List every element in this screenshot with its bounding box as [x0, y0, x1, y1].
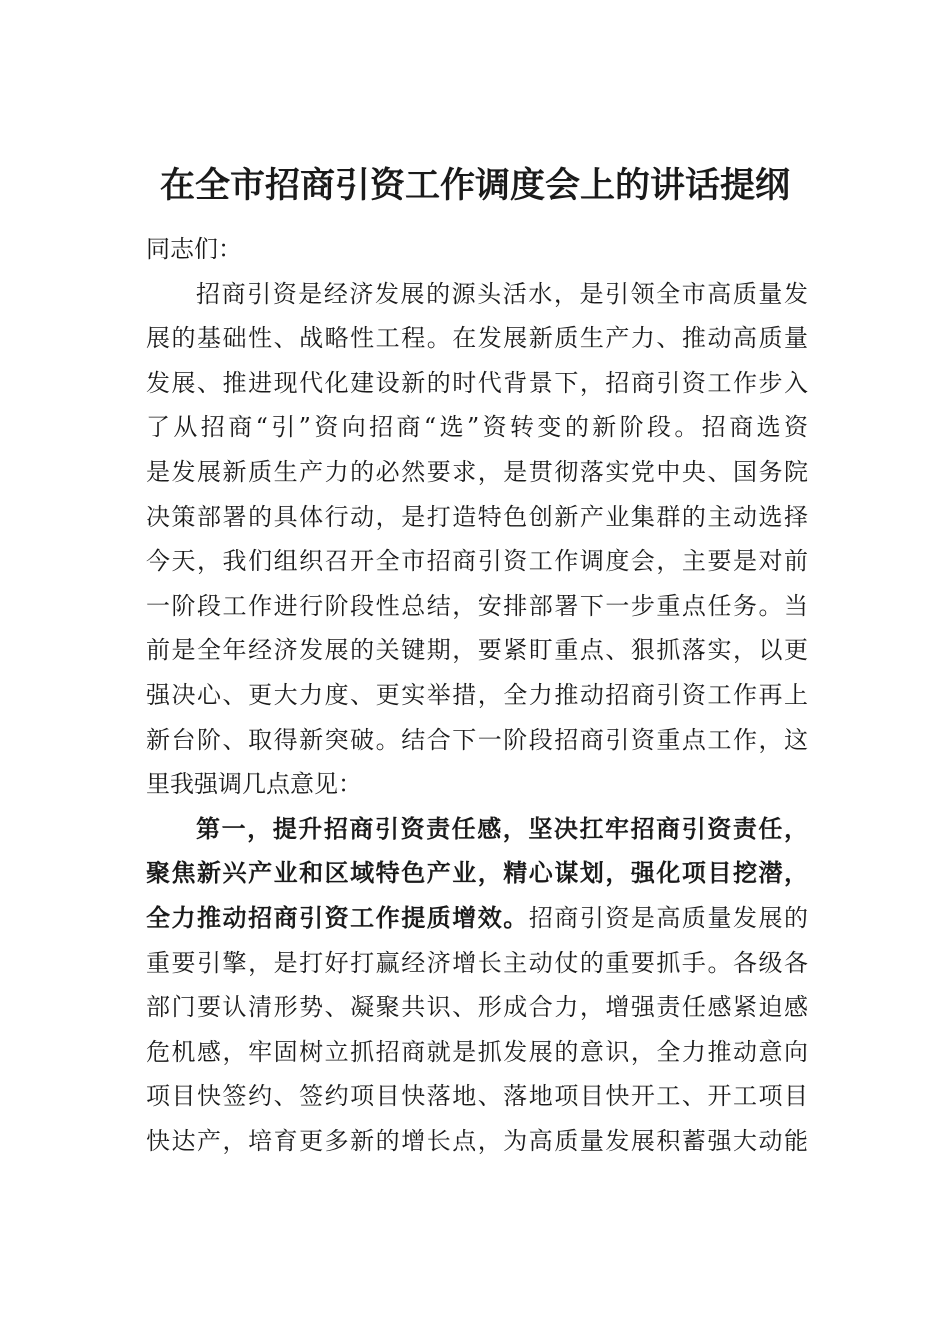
- document-body: [146, 227, 808, 1163]
- paragraph-2-bold-line: 聚焦新兴产业和区域特色产业，精心谋划，强化项目挖潜，: [146, 858, 808, 888]
- paragraph-1-line: 了从招商“引”资向招商“选”资转变的新阶段。招商选资: [146, 413, 808, 442]
- paragraph-1-line: 招商引资是经济发展的源头活水，是引领全市高质量发: [196, 279, 808, 308]
- paragraph-2-bold-line: 第一，提升招商引资责任感，坚决扛牢招商引资责任，: [196, 813, 808, 843]
- paragraph-2-line: 危机感，牢固树立抓招商就是抓发展的意识，全力推动意向: [146, 1037, 808, 1066]
- paragraph-1-line: 前是全年经济发展的关键期，要紧盯重点、狠抓落实，以更: [146, 636, 808, 665]
- paragraph-1-line: 发展、推进现代化建设新的时代背景下，招商引资工作步入: [146, 368, 808, 397]
- paragraph-2-regular-segment: 招商引资是高质量发展的: [528, 903, 809, 932]
- paragraph-1-line: 展的基础性、战略性工程。在发展新质生产力、推动高质量: [146, 324, 808, 353]
- paragraph-1-line: 新台阶、取得新突破。结合下一阶段招商引资重点工作，这: [146, 725, 808, 754]
- paragraph-2-bold-segment: 全力推动招商引资工作提质增效。: [146, 902, 529, 932]
- paragraph-2-line: 重要引擎，是打好打赢经济增长主动仗的重要抓手。各级各: [146, 948, 808, 977]
- paragraph-1-line: 是发展新质生产力的必然要求，是贯彻落实党中央、国务院: [146, 457, 808, 486]
- paragraph-1-line: 决策部署的具体行动，是打造特色创新产业集群的主动选择: [146, 502, 808, 531]
- paragraph-2-line: 部门要认清形势、凝聚共识、形成合力，增强责任感紧迫感: [146, 993, 808, 1022]
- paragraph-2-mixed-line: [146, 896, 808, 941]
- document-title: 在全市招商引资工作调度会上的讲话提纲: [159, 165, 790, 206]
- paragraph-1-line: 强决心、更大力度、更实举措，全力推动招商引资工作再上: [146, 680, 808, 709]
- paragraph-1-line: 今天，我们组织召开全市招商引资工作调度会，主要是对前: [146, 547, 808, 576]
- paragraph-1-line: 里我强调几点意见：: [146, 770, 362, 799]
- paragraph-1-line: 一阶段工作进行阶段性总结，安排部署下一步重点任务。当: [146, 591, 808, 620]
- paragraph-2-line: 项目快签约、签约项目快落地、落地项目快开工、开工项目: [146, 1082, 808, 1111]
- paragraph-2-line: 快达产，培育更多新的增长点，为高质量发展积蓄强大动能: [146, 1126, 808, 1155]
- salutation: 同志们：: [146, 235, 242, 263]
